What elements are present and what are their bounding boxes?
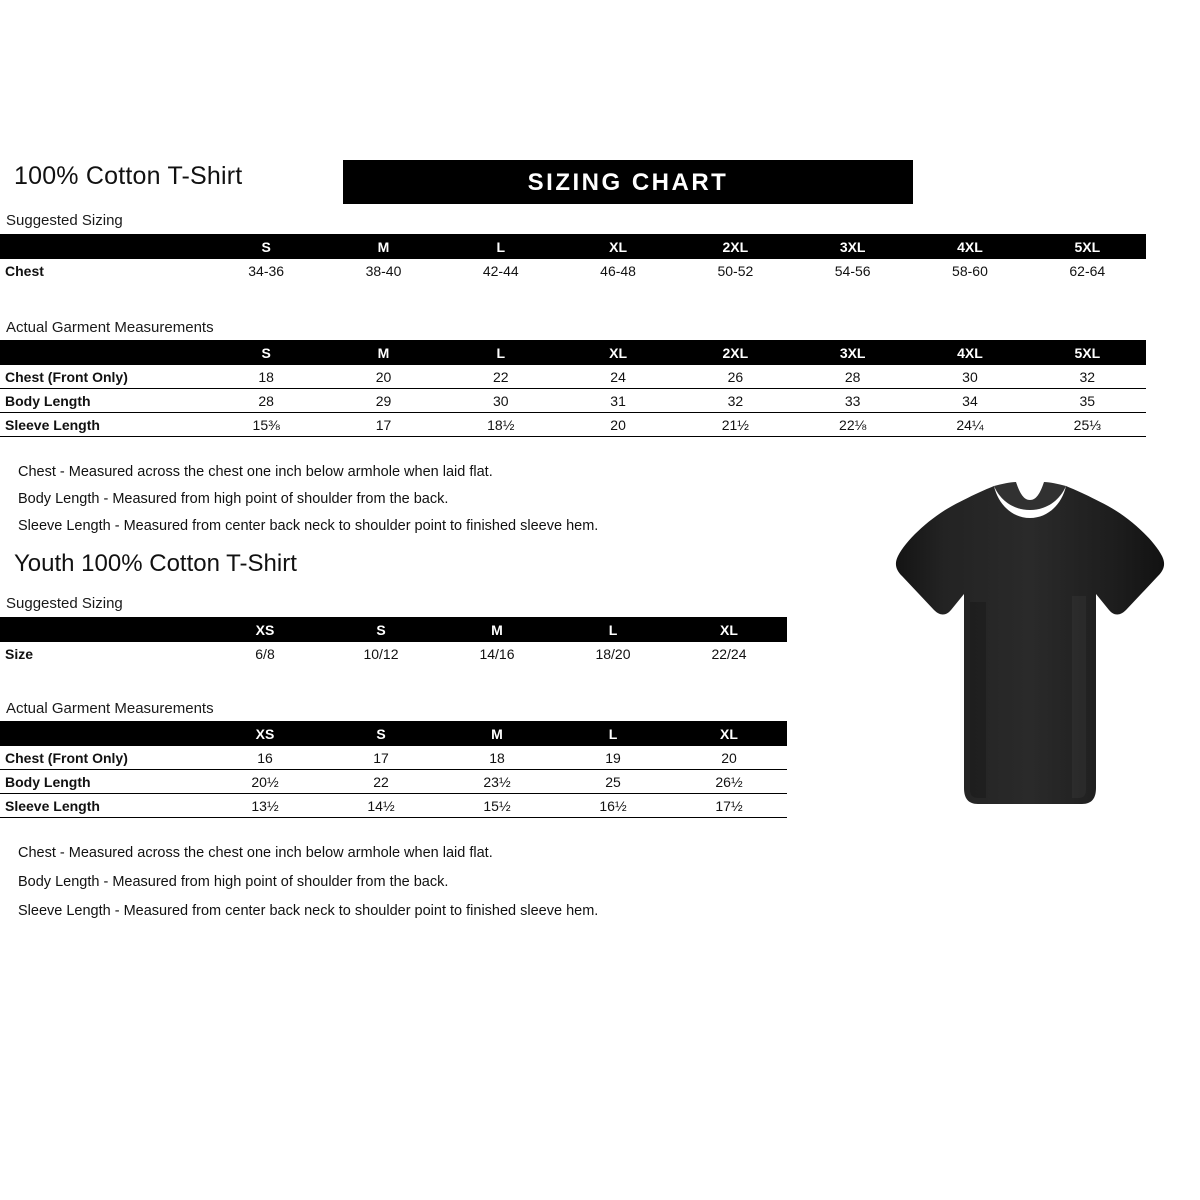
cell-bodylength-s: 28 xyxy=(208,389,325,413)
cell-size-l: 18/20 xyxy=(595,645,631,662)
cell-sleeve-s: 14½ xyxy=(323,794,439,818)
cell-bodylength-3xl: 33 xyxy=(794,389,911,413)
cell-chest-2xl: 50-52 xyxy=(717,262,754,279)
youth-note-sleeve-length: Sleeve Length - Measured from center back neck to shoulder point to finished sleeve hem. xyxy=(18,903,599,919)
col-head-xs: XS xyxy=(207,721,323,746)
col-head-s: S xyxy=(323,617,439,642)
cell-bodylength-s: 22 xyxy=(323,770,439,794)
cell-sleeve-xl: 20 xyxy=(559,413,676,437)
row-label-sleeve-length: Sleeve Length xyxy=(0,794,207,818)
cell-chestfront-m: 18 xyxy=(439,746,555,770)
cell-chestfront-xl: 24 xyxy=(559,365,676,389)
col-head-l: L xyxy=(555,617,671,642)
cell-bodylength-5xl: 35 xyxy=(1029,389,1146,413)
table-row xyxy=(0,770,787,794)
col-head-m: M xyxy=(325,340,442,365)
table-header-row xyxy=(0,234,1146,259)
col-head-3xl: 3XL xyxy=(794,340,911,365)
cell-size-m: 14/16 xyxy=(479,645,515,662)
cell-sleeve-4xl: 24¼ xyxy=(911,413,1028,437)
cell-sleeve-xs: 13½ xyxy=(207,794,323,818)
cell-sleeve-l: 18½ xyxy=(442,413,559,437)
cell-size-xl: 22/24 xyxy=(711,645,747,662)
table-header-row xyxy=(0,721,787,746)
youth-section-title: Youth 100% Cotton T-Shirt xyxy=(14,550,297,577)
cell-bodylength-m: 23½ xyxy=(439,770,555,794)
tshirt-icon xyxy=(890,470,1170,815)
cell-bodylength-xl: 31 xyxy=(559,389,676,413)
col-head-5xl: 5XL xyxy=(1029,234,1146,259)
col-head-xl: XL xyxy=(671,617,787,642)
col-head-l: L xyxy=(442,340,559,365)
adult-header-row xyxy=(8,160,1192,204)
row-label-chest: Chest xyxy=(5,262,44,279)
col-head-m: M xyxy=(325,234,442,259)
cell-chestfront-2xl: 26 xyxy=(677,365,794,389)
cell-chestfront-5xl: 32 xyxy=(1029,365,1146,389)
col-head-5xl: 5XL xyxy=(1029,340,1146,365)
cell-sleeve-xl: 17½ xyxy=(671,794,787,818)
cell-chestfront-s: 18 xyxy=(208,365,325,389)
cell-bodylength-4xl: 34 xyxy=(911,389,1028,413)
col-head-xl: XL xyxy=(559,234,676,259)
cell-chestfront-l: 19 xyxy=(555,746,671,770)
table-row xyxy=(0,389,1146,413)
adult-note-body-length: Body Length - Measured from high point of shoulder from the back. xyxy=(18,491,449,507)
cell-chest-5xl: 62-64 xyxy=(1069,262,1106,279)
cell-bodylength-2xl: 32 xyxy=(677,389,794,413)
row-label-size: Size xyxy=(5,645,34,662)
table-header-row xyxy=(0,340,1146,365)
youth-suggested-table xyxy=(0,617,787,665)
col-head-s: S xyxy=(208,234,325,259)
youth-suggested-label: Suggested Sizing xyxy=(6,595,123,612)
cell-bodylength-l: 25 xyxy=(555,770,671,794)
col-head-3xl: 3XL xyxy=(794,234,911,259)
youth-note-chest: Chest - Measured across the chest one inch below armhole when laid flat. xyxy=(18,845,493,861)
page-title: 100% Cotton T-Shirt xyxy=(14,162,243,190)
row-label-body-length: Body Length xyxy=(0,770,207,794)
cell-chest-l: 42-44 xyxy=(482,262,519,279)
cell-chestfront-3xl: 28 xyxy=(794,365,911,389)
youth-note-body-length: Body Length - Measured from high point of shoulder from the back. xyxy=(18,874,449,890)
cell-chestfront-s: 17 xyxy=(323,746,439,770)
adult-actual-label: Actual Garment Measurements xyxy=(6,319,214,336)
row-label-chest-front-only: Chest (Front Only) xyxy=(0,746,207,770)
cell-bodylength-l: 30 xyxy=(442,389,559,413)
col-head-xl: XL xyxy=(671,721,787,746)
table-header-row xyxy=(0,617,787,642)
table-row xyxy=(0,642,787,665)
row-label-body-length: Body Length xyxy=(0,389,208,413)
col-head-blank xyxy=(0,721,207,746)
adult-suggested-label: Suggested Sizing xyxy=(6,212,123,229)
col-head-m: M xyxy=(439,721,555,746)
cell-size-s: 10/12 xyxy=(363,645,399,662)
cell-chest-m: 38-40 xyxy=(365,262,402,279)
table-row xyxy=(0,746,787,770)
col-head-2xl: 2XL xyxy=(677,234,794,259)
cell-sleeve-s: 15⅜ xyxy=(208,413,325,437)
row-label-sleeve-length: Sleeve Length xyxy=(0,413,208,437)
cell-bodylength-m: 29 xyxy=(325,389,442,413)
table-row xyxy=(0,365,1146,389)
cell-size-xs: 6/8 xyxy=(255,645,275,662)
col-head-m: M xyxy=(439,617,555,642)
col-head-4xl: 4XL xyxy=(911,340,1028,365)
cell-chestfront-xs: 16 xyxy=(207,746,323,770)
col-head-4xl: 4XL xyxy=(911,234,1028,259)
adult-suggested-table xyxy=(0,234,1146,282)
cell-chest-s: 34-36 xyxy=(248,262,285,279)
cell-bodylength-xl: 26½ xyxy=(671,770,787,794)
table-row xyxy=(0,794,787,818)
cell-chestfront-4xl: 30 xyxy=(911,365,1028,389)
cell-chest-4xl: 58-60 xyxy=(952,262,988,279)
sizing-chart-banner xyxy=(343,160,913,204)
col-head-s: S xyxy=(323,721,439,746)
cell-bodylength-xs: 20½ xyxy=(207,770,323,794)
adult-actual-table xyxy=(0,340,1146,437)
tshirt-illustration xyxy=(890,470,1170,815)
col-head-blank xyxy=(0,234,208,259)
col-head-2xl: 2XL xyxy=(677,340,794,365)
cell-chest-xl: 46-48 xyxy=(600,262,636,279)
adult-note-chest: Chest - Measured across the chest one inch below armhole when laid flat. xyxy=(18,464,493,480)
cell-sleeve-l: 16½ xyxy=(555,794,671,818)
cell-chestfront-m: 20 xyxy=(325,365,442,389)
youth-actual-table xyxy=(0,721,787,818)
cell-sleeve-m: 17 xyxy=(325,413,442,437)
sizing-chart-banner-label: SIZING CHART xyxy=(527,169,729,196)
col-head-blank xyxy=(0,340,208,365)
youth-actual-label: Actual Garment Measurements xyxy=(6,700,214,717)
cell-chest-3xl: 54-56 xyxy=(834,262,871,279)
table-row xyxy=(0,259,1146,282)
row-label-chest-front-only: Chest (Front Only) xyxy=(0,365,208,389)
cell-sleeve-3xl: 22⅛ xyxy=(794,413,911,437)
cell-chestfront-l: 22 xyxy=(442,365,559,389)
col-head-xl: XL xyxy=(559,340,676,365)
col-head-xs: XS xyxy=(207,617,323,642)
cell-sleeve-5xl: 25⅓ xyxy=(1029,413,1146,437)
col-head-blank xyxy=(0,617,207,642)
col-head-l: L xyxy=(442,234,559,259)
cell-sleeve-m: 15½ xyxy=(439,794,555,818)
col-head-l: L xyxy=(555,721,671,746)
table-row xyxy=(0,413,1146,437)
adult-note-sleeve-length: Sleeve Length - Measured from center back neck to shoulder point to finished sleeve hem. xyxy=(18,518,599,534)
col-head-s: S xyxy=(208,340,325,365)
cell-chestfront-xl: 20 xyxy=(671,746,787,770)
cell-sleeve-2xl: 21½ xyxy=(677,413,794,437)
